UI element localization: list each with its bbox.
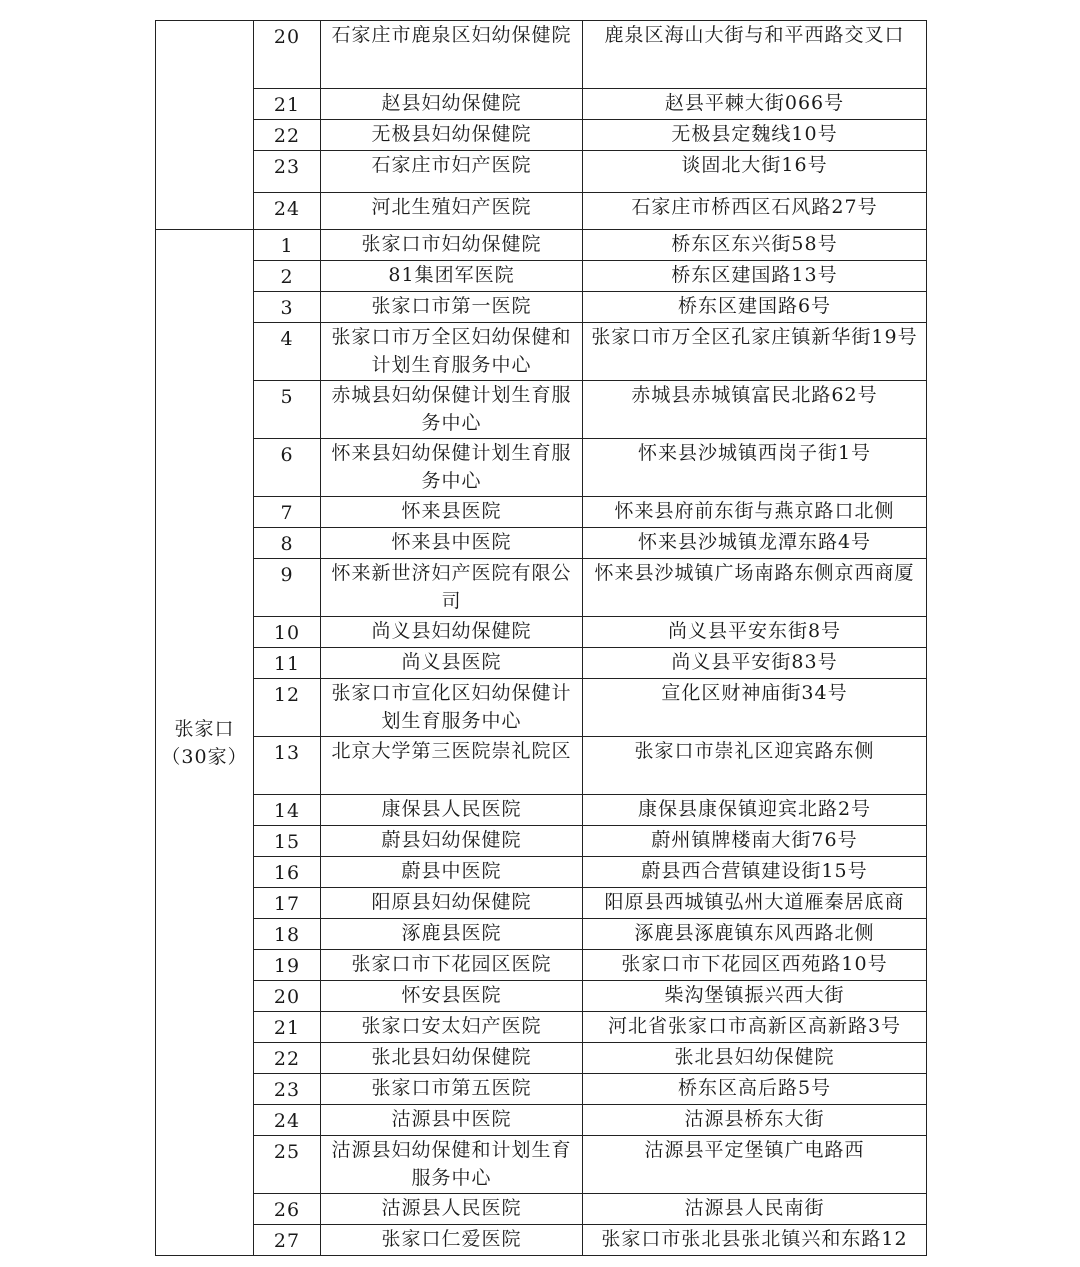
hospital-address: 桥东区东兴街58号 xyxy=(583,230,927,261)
row-number: 7 xyxy=(254,497,321,528)
hospital-address: 张北县妇幼保健院 xyxy=(583,1043,927,1074)
table-row xyxy=(156,648,927,679)
table-row xyxy=(156,888,927,919)
hospital-address: 沽源县人民南街 xyxy=(583,1194,927,1225)
hospital-name: 赤城县妇幼保健计划生育服务中心 xyxy=(321,381,583,439)
hospital-name: 尚义县医院 xyxy=(321,648,583,679)
hospital-address: 康保县康保镇迎宾北路2号 xyxy=(583,795,927,826)
hospital-address: 怀来县沙城镇广场南路东侧京西商厦 xyxy=(583,559,927,617)
hospital-address: 无极县定魏线10号 xyxy=(583,120,927,151)
row-number: 17 xyxy=(254,888,321,919)
row-number: 2 xyxy=(254,261,321,292)
hospital-name: 沽源县中医院 xyxy=(321,1105,583,1136)
row-number: 20 xyxy=(254,981,321,1012)
hospital-address: 怀来县府前东街与燕京路口北侧 xyxy=(583,497,927,528)
hospital-address: 蔚州镇牌楼南大街76号 xyxy=(583,826,927,857)
hospital-address: 蔚县西合营镇建设街15号 xyxy=(583,857,927,888)
table-row xyxy=(156,261,927,292)
hospital-address: 涿鹿县涿鹿镇东风西路北侧 xyxy=(583,919,927,950)
table-row xyxy=(156,497,927,528)
hospital-name: 张家口市下花园区医院 xyxy=(321,950,583,981)
hospital-address: 张家口市下花园区西苑路10号 xyxy=(583,950,927,981)
table-row xyxy=(156,857,927,888)
table-row xyxy=(156,1194,927,1225)
hospital-name: 蔚县妇幼保健院 xyxy=(321,826,583,857)
hospital-name: 81集团军医院 xyxy=(321,261,583,292)
row-number: 24 xyxy=(254,1105,321,1136)
hospital-name: 张家口市万全区妇幼保健和计划生育服务中心 xyxy=(321,323,583,381)
table-row xyxy=(156,1225,927,1256)
region-cell xyxy=(156,21,254,230)
hospital-name: 阳原县妇幼保健院 xyxy=(321,888,583,919)
hospital-address: 沽源县平定堡镇广电路西 xyxy=(583,1136,927,1194)
hospital-name: 康保县人民医院 xyxy=(321,795,583,826)
row-number: 12 xyxy=(254,679,321,737)
hospital-name: 石家庄市妇产医院 xyxy=(321,151,583,193)
hospital-name: 张家口市妇幼保健院 xyxy=(321,230,583,261)
table-row xyxy=(156,981,927,1012)
hospital-name: 怀来县中医院 xyxy=(321,528,583,559)
hospital-name: 沽源县人民医院 xyxy=(321,1194,583,1225)
row-number: 3 xyxy=(254,292,321,323)
hospital-name: 石家庄市鹿泉区妇幼保健院 xyxy=(321,21,583,89)
hospital-address: 桥东区建国路13号 xyxy=(583,261,927,292)
hospital-name: 赵县妇幼保健院 xyxy=(321,89,583,120)
row-number: 21 xyxy=(254,89,321,120)
hospital-name: 张家口仁爱医院 xyxy=(321,1225,583,1256)
hospital-address: 张家口市崇礼区迎宾路东侧 xyxy=(583,737,927,795)
table-row xyxy=(156,737,927,795)
hospital-name: 张家口市第一医院 xyxy=(321,292,583,323)
hospital-address: 宣化区财神庙街34号 xyxy=(583,679,927,737)
row-number: 24 xyxy=(254,193,321,230)
hospital-address: 赵县平棘大街066号 xyxy=(583,89,927,120)
hospital-address: 阳原县西城镇弘州大道雁秦居底商 xyxy=(583,888,927,919)
region-name: 张家口 xyxy=(174,717,235,740)
hospital-name: 河北生殖妇产医院 xyxy=(321,193,583,230)
hospital-name: 怀来县医院 xyxy=(321,497,583,528)
table-row xyxy=(156,1136,927,1194)
hospital-list-table xyxy=(155,20,927,1256)
row-number: 26 xyxy=(254,1194,321,1225)
table-row xyxy=(156,439,927,497)
hospital-name: 怀来县妇幼保健计划生育服务中心 xyxy=(321,439,583,497)
table-row xyxy=(156,292,927,323)
row-number: 6 xyxy=(254,439,321,497)
table-row xyxy=(156,1074,927,1105)
hospital-address: 张家口市张北县张北镇兴和东路12 xyxy=(583,1225,927,1256)
region-count: （30家） xyxy=(161,745,248,768)
table-row xyxy=(156,193,927,230)
table-row xyxy=(156,795,927,826)
row-number: 23 xyxy=(254,151,321,193)
row-number: 19 xyxy=(254,950,321,981)
table-row xyxy=(156,679,927,737)
hospital-name: 蔚县中医院 xyxy=(321,857,583,888)
hospital-name: 张家口市第五医院 xyxy=(321,1074,583,1105)
hospital-name: 沽源县妇幼保健和计划生育服务中心 xyxy=(321,1136,583,1194)
row-number: 10 xyxy=(254,617,321,648)
table-row xyxy=(156,826,927,857)
table-row xyxy=(156,323,927,381)
row-number: 23 xyxy=(254,1074,321,1105)
row-number: 9 xyxy=(254,559,321,617)
hospital-name: 无极县妇幼保健院 xyxy=(321,120,583,151)
row-number: 1 xyxy=(254,230,321,261)
hospital-address: 沽源县桥东大街 xyxy=(583,1105,927,1136)
table-row xyxy=(156,1105,927,1136)
row-number: 22 xyxy=(254,1043,321,1074)
row-number: 4 xyxy=(254,323,321,381)
hospital-name: 张北县妇幼保健院 xyxy=(321,1043,583,1074)
row-number: 16 xyxy=(254,857,321,888)
hospital-address: 桥东区建国路6号 xyxy=(583,292,927,323)
table-row xyxy=(156,120,927,151)
hospital-name: 尚义县妇幼保健院 xyxy=(321,617,583,648)
table-row xyxy=(156,151,927,193)
row-number: 15 xyxy=(254,826,321,857)
row-number: 5 xyxy=(254,381,321,439)
table-row xyxy=(156,950,927,981)
row-number: 27 xyxy=(254,1225,321,1256)
hospital-name: 怀来新世济妇产医院有限公司 xyxy=(321,559,583,617)
row-number: 22 xyxy=(254,120,321,151)
table-row xyxy=(156,1012,927,1043)
hospital-name: 北京大学第三医院崇礼院区 xyxy=(321,737,583,795)
row-number: 11 xyxy=(254,648,321,679)
hospital-name: 涿鹿县医院 xyxy=(321,919,583,950)
hospital-address: 尚义县平安东街8号 xyxy=(583,617,927,648)
row-number: 25 xyxy=(254,1136,321,1194)
row-number: 14 xyxy=(254,795,321,826)
row-number: 8 xyxy=(254,528,321,559)
row-number: 21 xyxy=(254,1012,321,1043)
hospital-address: 赤城县赤城镇富民北路62号 xyxy=(583,381,927,439)
table-row xyxy=(156,1043,927,1074)
hospital-address: 张家口市万全区孔家庄镇新华街19号 xyxy=(583,323,927,381)
hospital-address: 石家庄市桥西区石风路27号 xyxy=(583,193,927,230)
hospital-address: 鹿泉区海山大街与和平西路交叉口 xyxy=(583,21,927,89)
hospital-name: 张家口安太妇产医院 xyxy=(321,1012,583,1043)
hospital-address: 尚义县平安街83号 xyxy=(583,648,927,679)
hospital-address: 怀来县沙城镇西岗子街1号 xyxy=(583,439,927,497)
row-number: 20 xyxy=(254,21,321,89)
table-row xyxy=(156,528,927,559)
hospital-name: 怀安县医院 xyxy=(321,981,583,1012)
table-row xyxy=(156,617,927,648)
hospital-address: 谈固北大街16号 xyxy=(583,151,927,193)
hospital-address: 柴沟堡镇振兴西大街 xyxy=(583,981,927,1012)
table-row xyxy=(156,919,927,950)
table-body xyxy=(156,21,927,1256)
hospital-address: 怀来县沙城镇龙潭东路4号 xyxy=(583,528,927,559)
table-row xyxy=(156,381,927,439)
region-cell xyxy=(156,230,254,1256)
hospital-address: 河北省张家口市高新区高新路3号 xyxy=(583,1012,927,1043)
hospital-address: 桥东区高后路5号 xyxy=(583,1074,927,1105)
table-row xyxy=(156,21,927,89)
row-number: 13 xyxy=(254,737,321,795)
table-row xyxy=(156,230,927,261)
hospital-name: 张家口市宣化区妇幼保健计划生育服务中心 xyxy=(321,679,583,737)
table-row xyxy=(156,559,927,617)
row-number: 18 xyxy=(254,919,321,950)
table-row xyxy=(156,89,927,120)
